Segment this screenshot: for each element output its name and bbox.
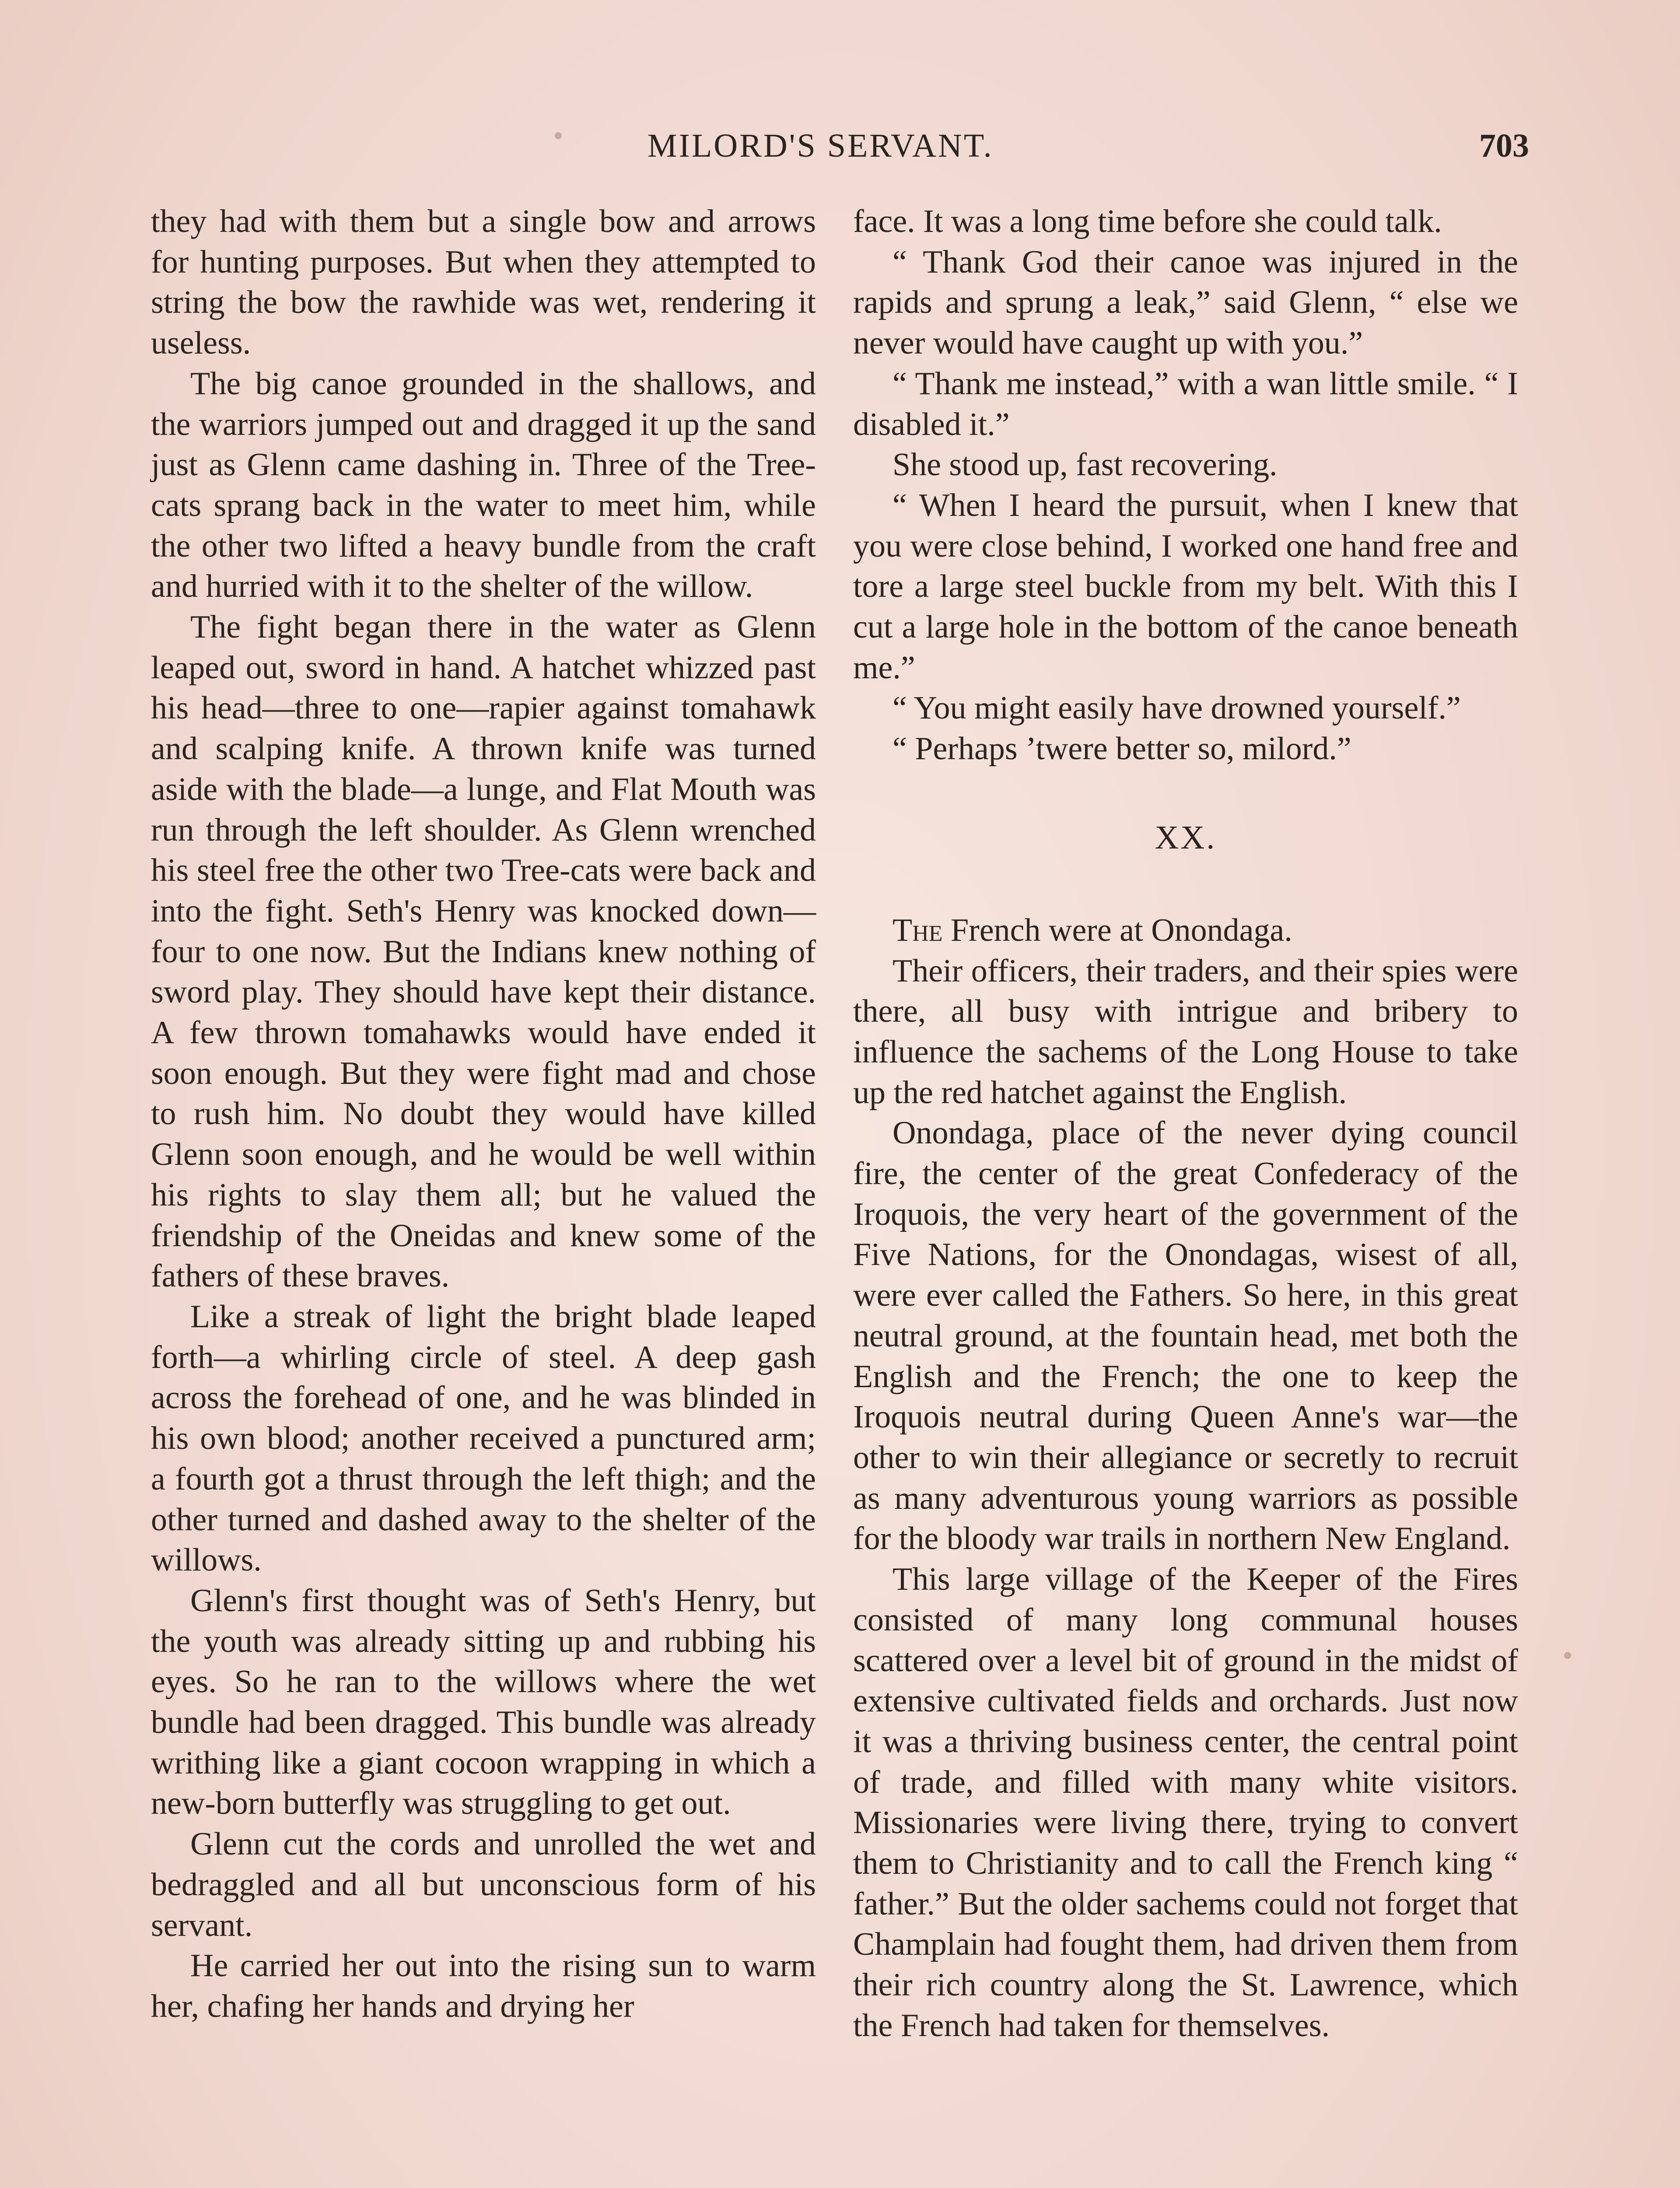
paragraph: Glenn cut the cords and unrolled the wet and bedraggled and all but unconscious form of his servant. <box>151 1826 816 1943</box>
left-column <box>151 201 816 2027</box>
paragraph: Onondaga, place of the never dying council fire, the center of the great Confederacy of the Iroquois, the very heart of the government of the Five Nations, for the Onondagas, wisest of all, were ever called the Fathers. So here, in this great neutral ground, at the fountain head, met both the English and the French; the one to keep the Iroquois neutral during Queen Anne's war—the other to win their allegiance or secretly to recruit as many adventurous young warriors as possible for the bloody war trails in northern New England. <box>853 1115 1518 1557</box>
running-head-title: MILORD'S SERVANT. <box>648 127 994 164</box>
page-speck <box>1564 1652 1571 1659</box>
page-number: 703 <box>1479 127 1529 164</box>
chapter-heading: XX. <box>1155 819 1217 856</box>
paragraph: “ Thank God their canoe was injured in the rapids and sprung a leak,” said Glenn, “ else we never would have caught up with you.” <box>853 244 1518 361</box>
chapter-opening-paragraph <box>853 910 1518 951</box>
paragraph: This large village of the Keeper of the Fires consisted of many long communal houses scattered over a level bit of ground in the midst of extensive cultivated fields and orchards. Just now it was a thriving business center, the central point of trade, and filled with many white visitors. Missionaries were living there, trying to convert them to Christianity and to call the French king “ father.” But the older sachems could not forget that Champlain had fought them, had driven them from their rich country along the St. Lawrence, which the French had taken for themselves. <box>853 1561 1518 2044</box>
paragraph: “ Perhaps ’twere better so, milord.” <box>892 731 1351 767</box>
paragraph: Their officers, their traders, and their spies were there, all busy with intrigue and bribery to influence the sachems of the Long House to take up the red hatchet against the English. <box>853 953 1518 1111</box>
lead-word: The <box>892 912 943 948</box>
paragraph: The fight began there in the water as Glenn leaped out, sword in hand. A hatchet whizzed past his head—three to one—rapier against tomahawk and scalping knife. A thrown knife was turned aside with the blade—a lunge, and Flat Mouth was run through the left shoulder. As Glenn wrenched his steel free the other two Tree-cats were back and into the fight. Seth's Henry was knocked down—four to one now. But the Indians knew nothing of sword play. They should have kept their distance. A few thrown tomahawks would have ended it soon enough. But they were fight mad and chose to rush him. No doubt they would have killed Glenn soon enough, and he would be well within his rights to slay them all; but he valued the friendship of the Oneidas and knew some of the fathers of these braves. <box>151 609 816 1294</box>
paragraph: She stood up, fast recovering. <box>892 447 1278 483</box>
running-head <box>0 127 1680 175</box>
paragraph: face. It was a long time before she could talk. <box>853 203 1442 239</box>
paragraph: “ When I heard the pursuit, when I knew that you were close behind, I worked one hand free and tore a large steel buckle from my belt. With this I cut a large hole in the bottom of the canoe beneath me.” <box>853 487 1518 686</box>
paragraph: Like a streak of light the bright blade leaped forth—a whirling circle of steel. A deep gash across the forehead of one, and he was blinded in his own blood; another received a punctured arm; a fourth got a thrust through the left thigh; and the other turned and dashed away to the shelter of the willows. <box>151 1298 816 1578</box>
paragraph-text: French were at Onondaga. <box>942 912 1292 948</box>
paragraph: He carried her out into the rising sun to warm her, chafing her hands and drying her <box>151 1948 816 2024</box>
paragraph: “ Thank me instead,” with a wan little smile. “ I disabled it.” <box>853 365 1518 442</box>
paragraph: The big canoe grounded in the shallows, and the warriors jumped out and dragged it up the sand just as Glenn came dashing in. Three of the Tree-cats sprang back in the water to meet him, while the other two lifted a heavy bundle from the craft and hurried with it to the shelter of the willow. <box>151 365 816 605</box>
paragraph: Glenn's first thought was of Seth's Henry, but the youth was already sitting up and rubbing his eyes. So he ran to the willows where the wet bundle had been dragged. This bundle was already writhing like a giant cocoon wrapping in which a new-born butterfly was struggling to get out. <box>151 1582 816 1822</box>
paragraph: “ You might easily have drowned yourself.” <box>892 690 1461 726</box>
paragraph: they had with them but a single bow and arrows for hunting purposes. But when they attempted to string the bow the rawhide was wet, rendering it useless. <box>151 203 816 361</box>
right-column <box>853 201 1518 2046</box>
